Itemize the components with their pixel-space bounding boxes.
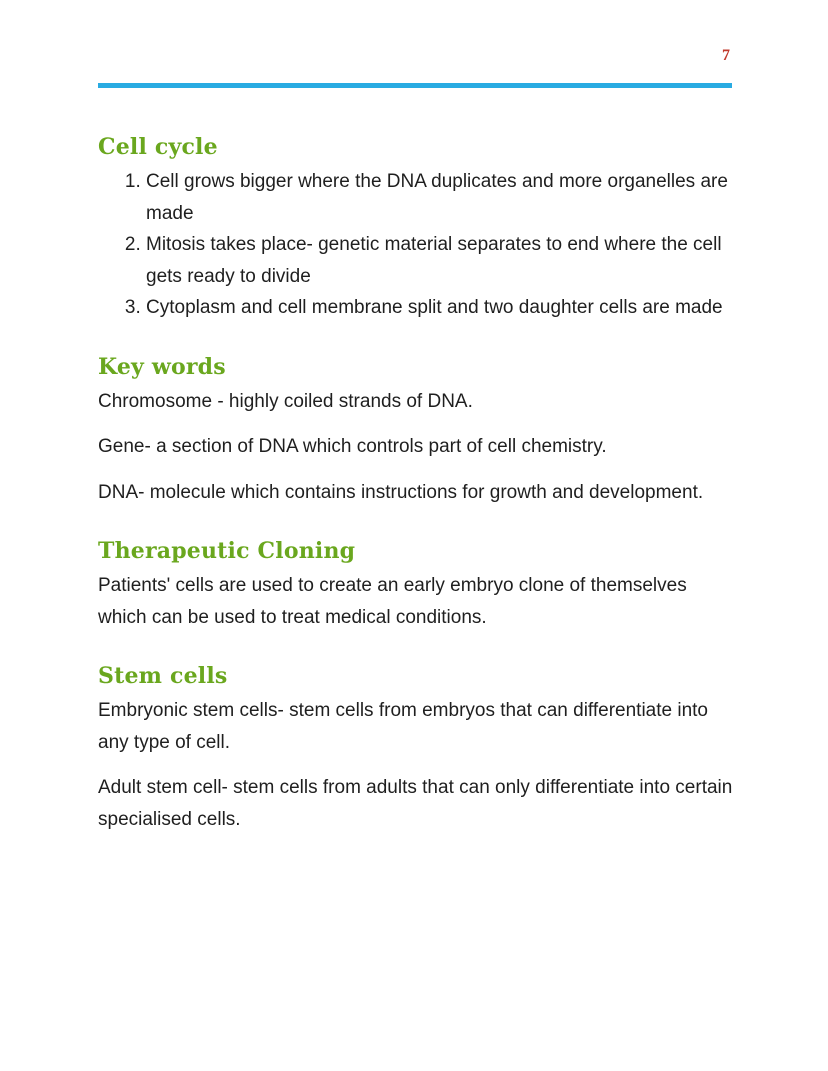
section-title-stem-cells: Stem cells: [98, 663, 228, 689]
list-item: 3. Cytoplasm and cell membrane split and two daughter cells are made: [146, 292, 738, 324]
definition-chromosome: Chromosome - highly coiled strands of DNA.: [98, 390, 473, 412]
adult-stem-cells-text: Adult stem cell- stem cells from adults that can only differentiate into certain specialised cells.: [98, 777, 733, 830]
definition-dna: DNA- molecule which contains instructions for growth and development.: [98, 481, 704, 503]
header-rule: [98, 83, 732, 88]
section-title-key-words: Key words: [98, 353, 226, 380]
section-therapeutic-cloning: [98, 532, 738, 633]
page-content: [98, 128, 738, 859]
list-item: 2. Mitosis takes place- genetic material separates to end where the cell gets ready to divide: [146, 229, 738, 292]
section-title-therapeutic-cloning: Therapeutic Cloning: [98, 538, 356, 564]
section-stem-cells: [98, 657, 738, 835]
section-key-words: [98, 348, 738, 509]
list-item: 1. Cell grows bigger where the DNA duplicates and more organelles are made: [146, 166, 738, 229]
definition-gene: Gene- a section of DNA which controls part of cell chemistry.: [98, 436, 607, 457]
section-title-cell-cycle: Cell cycle: [98, 134, 218, 160]
embryonic-stem-cells-text: Embryonic stem cells- stem cells from embryos that can differentiate into any type of cell.: [98, 700, 708, 753]
therapeutic-cloning-text: Patients' cells are used to create an early embryo clone of themselves which can be used to treat medical conditions.: [98, 575, 687, 628]
cell-cycle-list: [98, 166, 738, 324]
page-number: 7: [722, 47, 730, 64]
section-cell-cycle: [98, 128, 738, 324]
